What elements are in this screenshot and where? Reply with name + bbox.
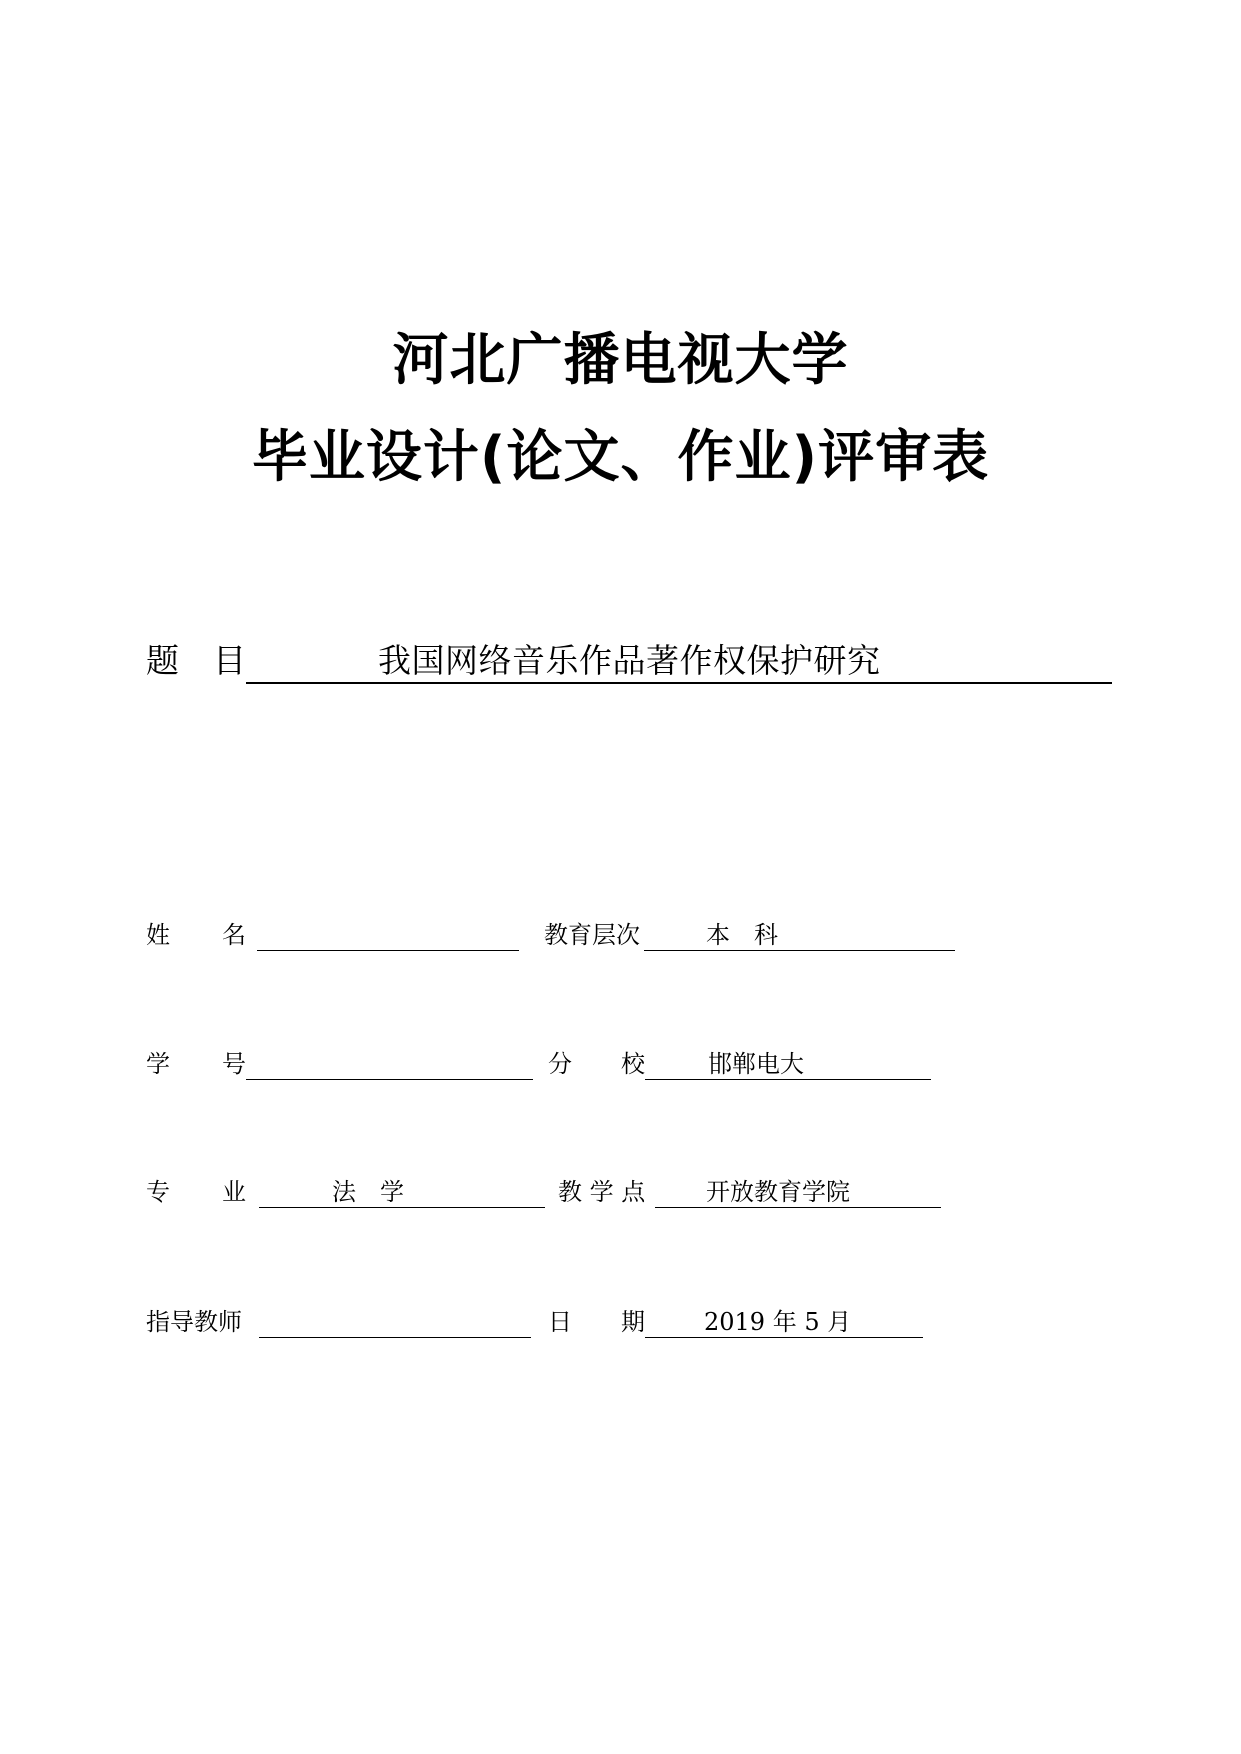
student-id-label-b: 号 (222, 1050, 246, 1078)
education-level-label: 教育层次 (544, 921, 640, 949)
subject-value: 我国网络音乐作品著作权保护研究 (378, 641, 881, 680)
teaching-point-value: 开放教育学院 (706, 1178, 850, 1206)
major-value: 法 学 (332, 1178, 404, 1206)
branch-school-value: 邯郸电大 (708, 1050, 804, 1078)
subject-label (146, 638, 246, 684)
education-level-value: 本 科 (706, 921, 778, 949)
teaching-point-label: 教 学 点 (558, 1178, 646, 1206)
university-title: 河北广播电视大学 (392, 328, 849, 393)
major-label-a: 专 (146, 1178, 170, 1206)
subject-row (0, 638, 1241, 684)
date-label-a: 日 (548, 1308, 572, 1336)
advisor-field[interactable] (259, 1337, 531, 1338)
education-level-field[interactable] (644, 950, 955, 951)
student-id-field[interactable] (246, 1079, 533, 1080)
student-id-label-a: 学 (146, 1050, 170, 1078)
date-value: 2019 年 5 月 (704, 1308, 852, 1336)
name-field[interactable] (257, 950, 519, 951)
row-name-education (0, 919, 1241, 953)
form-title: 毕业设计(论文、作业)评审表 (251, 425, 990, 490)
advisor-label: 指导教师 (146, 1308, 242, 1336)
date-label-b: 期 (621, 1308, 645, 1336)
branch-label-a: 分 (548, 1050, 572, 1078)
name-label-a: 姓 (146, 921, 170, 949)
name-label-b: 名 (222, 921, 246, 949)
major-label-b: 业 (222, 1178, 246, 1206)
subject-label-char: 题 (146, 641, 179, 680)
row-id-branch (0, 1048, 1241, 1082)
row-major-point (0, 1176, 1241, 1210)
branch-label-b: 校 (621, 1050, 645, 1078)
subject-label-char: 目 (213, 641, 246, 680)
row-advisor-date (0, 1306, 1241, 1340)
